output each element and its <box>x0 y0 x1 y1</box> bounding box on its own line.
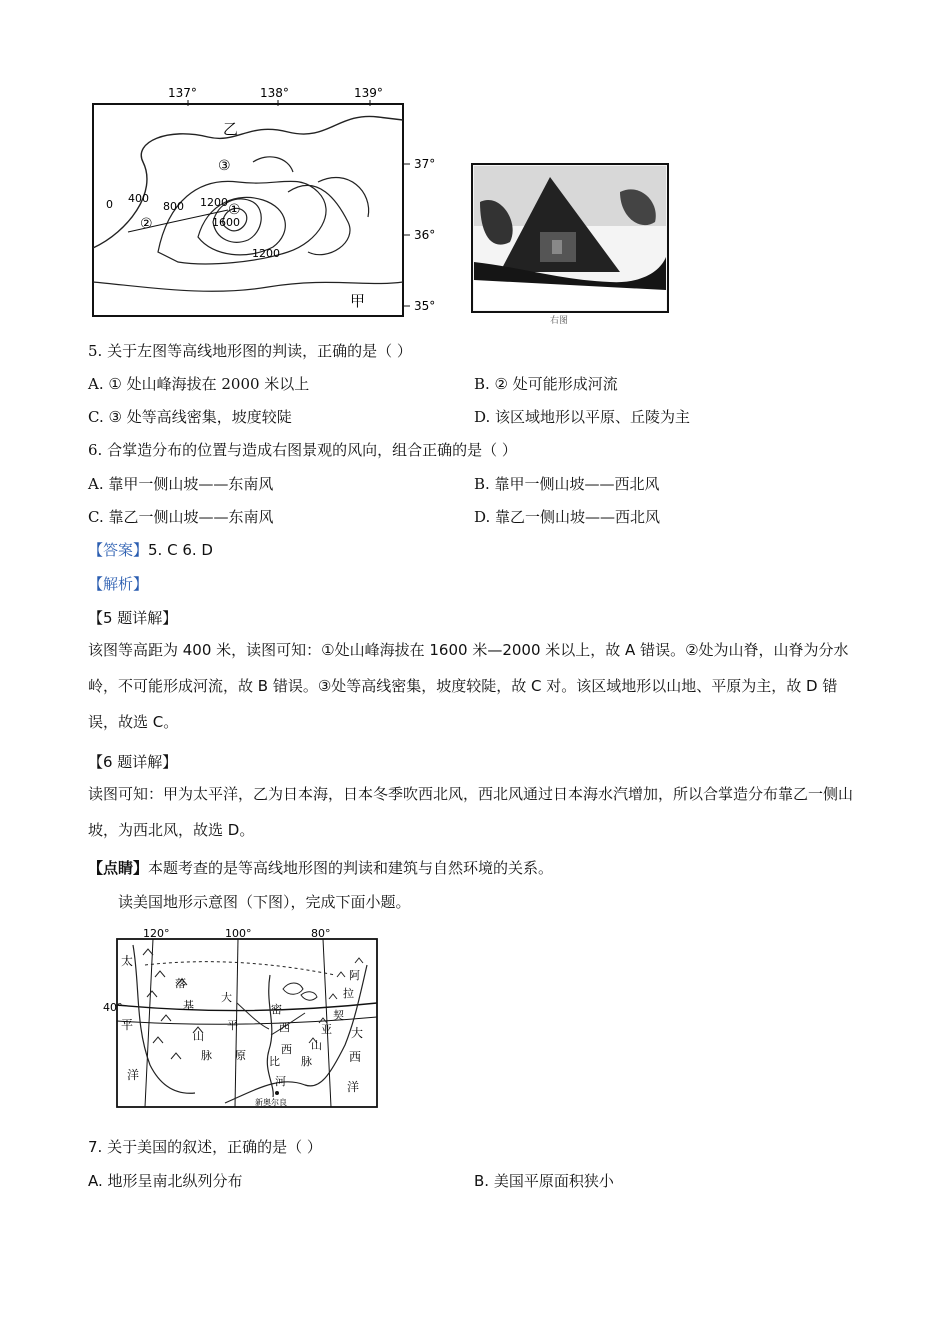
point-2: ② <box>140 216 153 232</box>
lat-40: 40° <box>103 1001 123 1014</box>
region-jia: 甲 <box>350 292 366 310</box>
dianjing-label: 【点睛】 <box>88 859 149 877</box>
appalachian-3: 契 <box>333 1009 344 1022</box>
contour-0: 0 <box>106 198 113 211</box>
q5-option-a: A. ① 处山峰海拔在 2000 米以上 <box>88 375 310 393</box>
q5-option-b: B. ② 处可能形成河流 <box>474 375 618 393</box>
q6-option-b: B. 靠甲一侧山坡——西北风 <box>474 475 660 493</box>
rocky-3: 山 <box>193 1030 204 1043</box>
appalachian-6: 脉 <box>301 1055 312 1068</box>
mississippi-2: 西 <box>279 1021 290 1034</box>
detail5-body: 该图等高距为 400 米，读图可知：①处山峰海拔在 1600 米—2000 米以上，故 A 错误。②处为山脊，山脊为分水岭，不可能形成河流，故 B 错误。③处等高线密集，坡度较陡，故 C 对。该区域地形以山地、平原为主，故 D 错误，故选 C。 <box>88 641 849 731</box>
point-1: ① <box>228 202 241 218</box>
q7-option-a: A. 地形呈南北纵列分布 <box>88 1172 243 1190</box>
q6-option-c: C. 靠乙一侧山坡——东南风 <box>88 508 274 526</box>
detail6-body: 读图可知：甲为太平洋，乙为日本海，日本冬季吹西北风，西北风通过日本海水汽增加，所以合掌造分布靠乙一侧山坡，为西北风，故选 D。 <box>88 785 854 839</box>
rocky-1: 落 <box>175 977 186 990</box>
answer-row <box>88 539 213 560</box>
dianjing-row <box>88 857 553 878</box>
contour-1200-a: 1200 <box>200 196 228 209</box>
q7-option-b: B. 美国平原面积狭小 <box>474 1172 614 1190</box>
q6-stem: 6. 合掌造分布的位置与造成右图景观的风向，组合正确的是（ ） <box>88 441 517 459</box>
contour-1600: 1600 <box>212 216 240 229</box>
lon-120: 120° <box>143 927 170 940</box>
lat-37: 37° <box>414 157 436 171</box>
q5-stem: 5. 关于左图等高线地形图的判读，正确的是（ ） <box>88 342 412 360</box>
lon-80: 80° <box>311 927 331 940</box>
q6-option-a: A. 靠甲一侧山坡——东南风 <box>88 475 274 493</box>
appalachian-4: 亚 <box>321 1023 332 1036</box>
region-yi: 乙 <box>223 120 239 138</box>
contour-1200-b: 1200 <box>252 247 280 260</box>
answer-label: 【答案】 <box>88 541 149 559</box>
lat-35: 35° <box>414 299 436 313</box>
contour-400: 400 <box>128 192 149 205</box>
plain-3: 原 <box>235 1049 246 1062</box>
appalachian-1: 阿 <box>349 969 360 982</box>
atlantic-3: 洋 <box>347 1080 360 1094</box>
intro-text: 读美国地形示意图（下图），完成下面小题。 <box>118 893 411 911</box>
dianjing-text: 本题考查的是等高线地形图的判读和建筑与自然环境的关系。 <box>148 859 554 877</box>
answer-text: 5. C 6. D <box>148 541 213 559</box>
plain-2: 平 <box>227 1019 238 1032</box>
appalachian-2: 拉 <box>343 987 354 1000</box>
pacific-2: 平 <box>121 1018 134 1032</box>
new-orleans: 新奥尔良 <box>255 1098 287 1107</box>
mississippi-3: 西 <box>281 1043 292 1056</box>
lon-100: 100° <box>225 927 252 940</box>
photo-label: 右图 <box>550 316 569 326</box>
contour-800: 800 <box>163 200 184 213</box>
lat-36: 36° <box>414 228 436 242</box>
point-3: ③ <box>218 158 231 174</box>
rocky-4: 脉 <box>201 1049 212 1062</box>
atlantic-1: 大 <box>351 1026 364 1040</box>
q7-stem: 7. 关于美国的叙述，正确的是（ ） <box>88 1138 322 1156</box>
mississippi-5: 河 <box>275 1075 286 1088</box>
analysis-label: 【解析】 <box>88 575 149 593</box>
lon-139: 139° <box>354 86 383 100</box>
q6-option-d: D. 靠乙一侧山坡——西北风 <box>474 508 661 526</box>
gassho-house-photo <box>470 162 670 324</box>
rocky-2: 基 <box>183 999 194 1012</box>
pacific-1: 太 <box>121 954 134 968</box>
detail6-title: 【6 题详解】 <box>88 753 178 771</box>
pacific-3: 洋 <box>127 1068 140 1082</box>
plain-1: 大 <box>221 991 232 1004</box>
q5-option-d: D. 该区域地形以平原、丘陵为主 <box>474 408 691 426</box>
lon-137: 137° <box>168 86 197 100</box>
atlantic-2: 西 <box>349 1050 362 1064</box>
lon-138: 138° <box>260 86 289 100</box>
usa-terrain-map <box>105 925 385 1111</box>
mississippi-4: 比 <box>269 1055 280 1068</box>
contour-map <box>88 82 448 322</box>
appalachian-5: 山 <box>311 1039 322 1052</box>
detail5-title: 【5 题详解】 <box>88 609 178 627</box>
q5-option-c: C. ③ 处等高线密集，坡度较陡 <box>88 408 292 426</box>
mississippi-1: 密 <box>271 1003 282 1016</box>
